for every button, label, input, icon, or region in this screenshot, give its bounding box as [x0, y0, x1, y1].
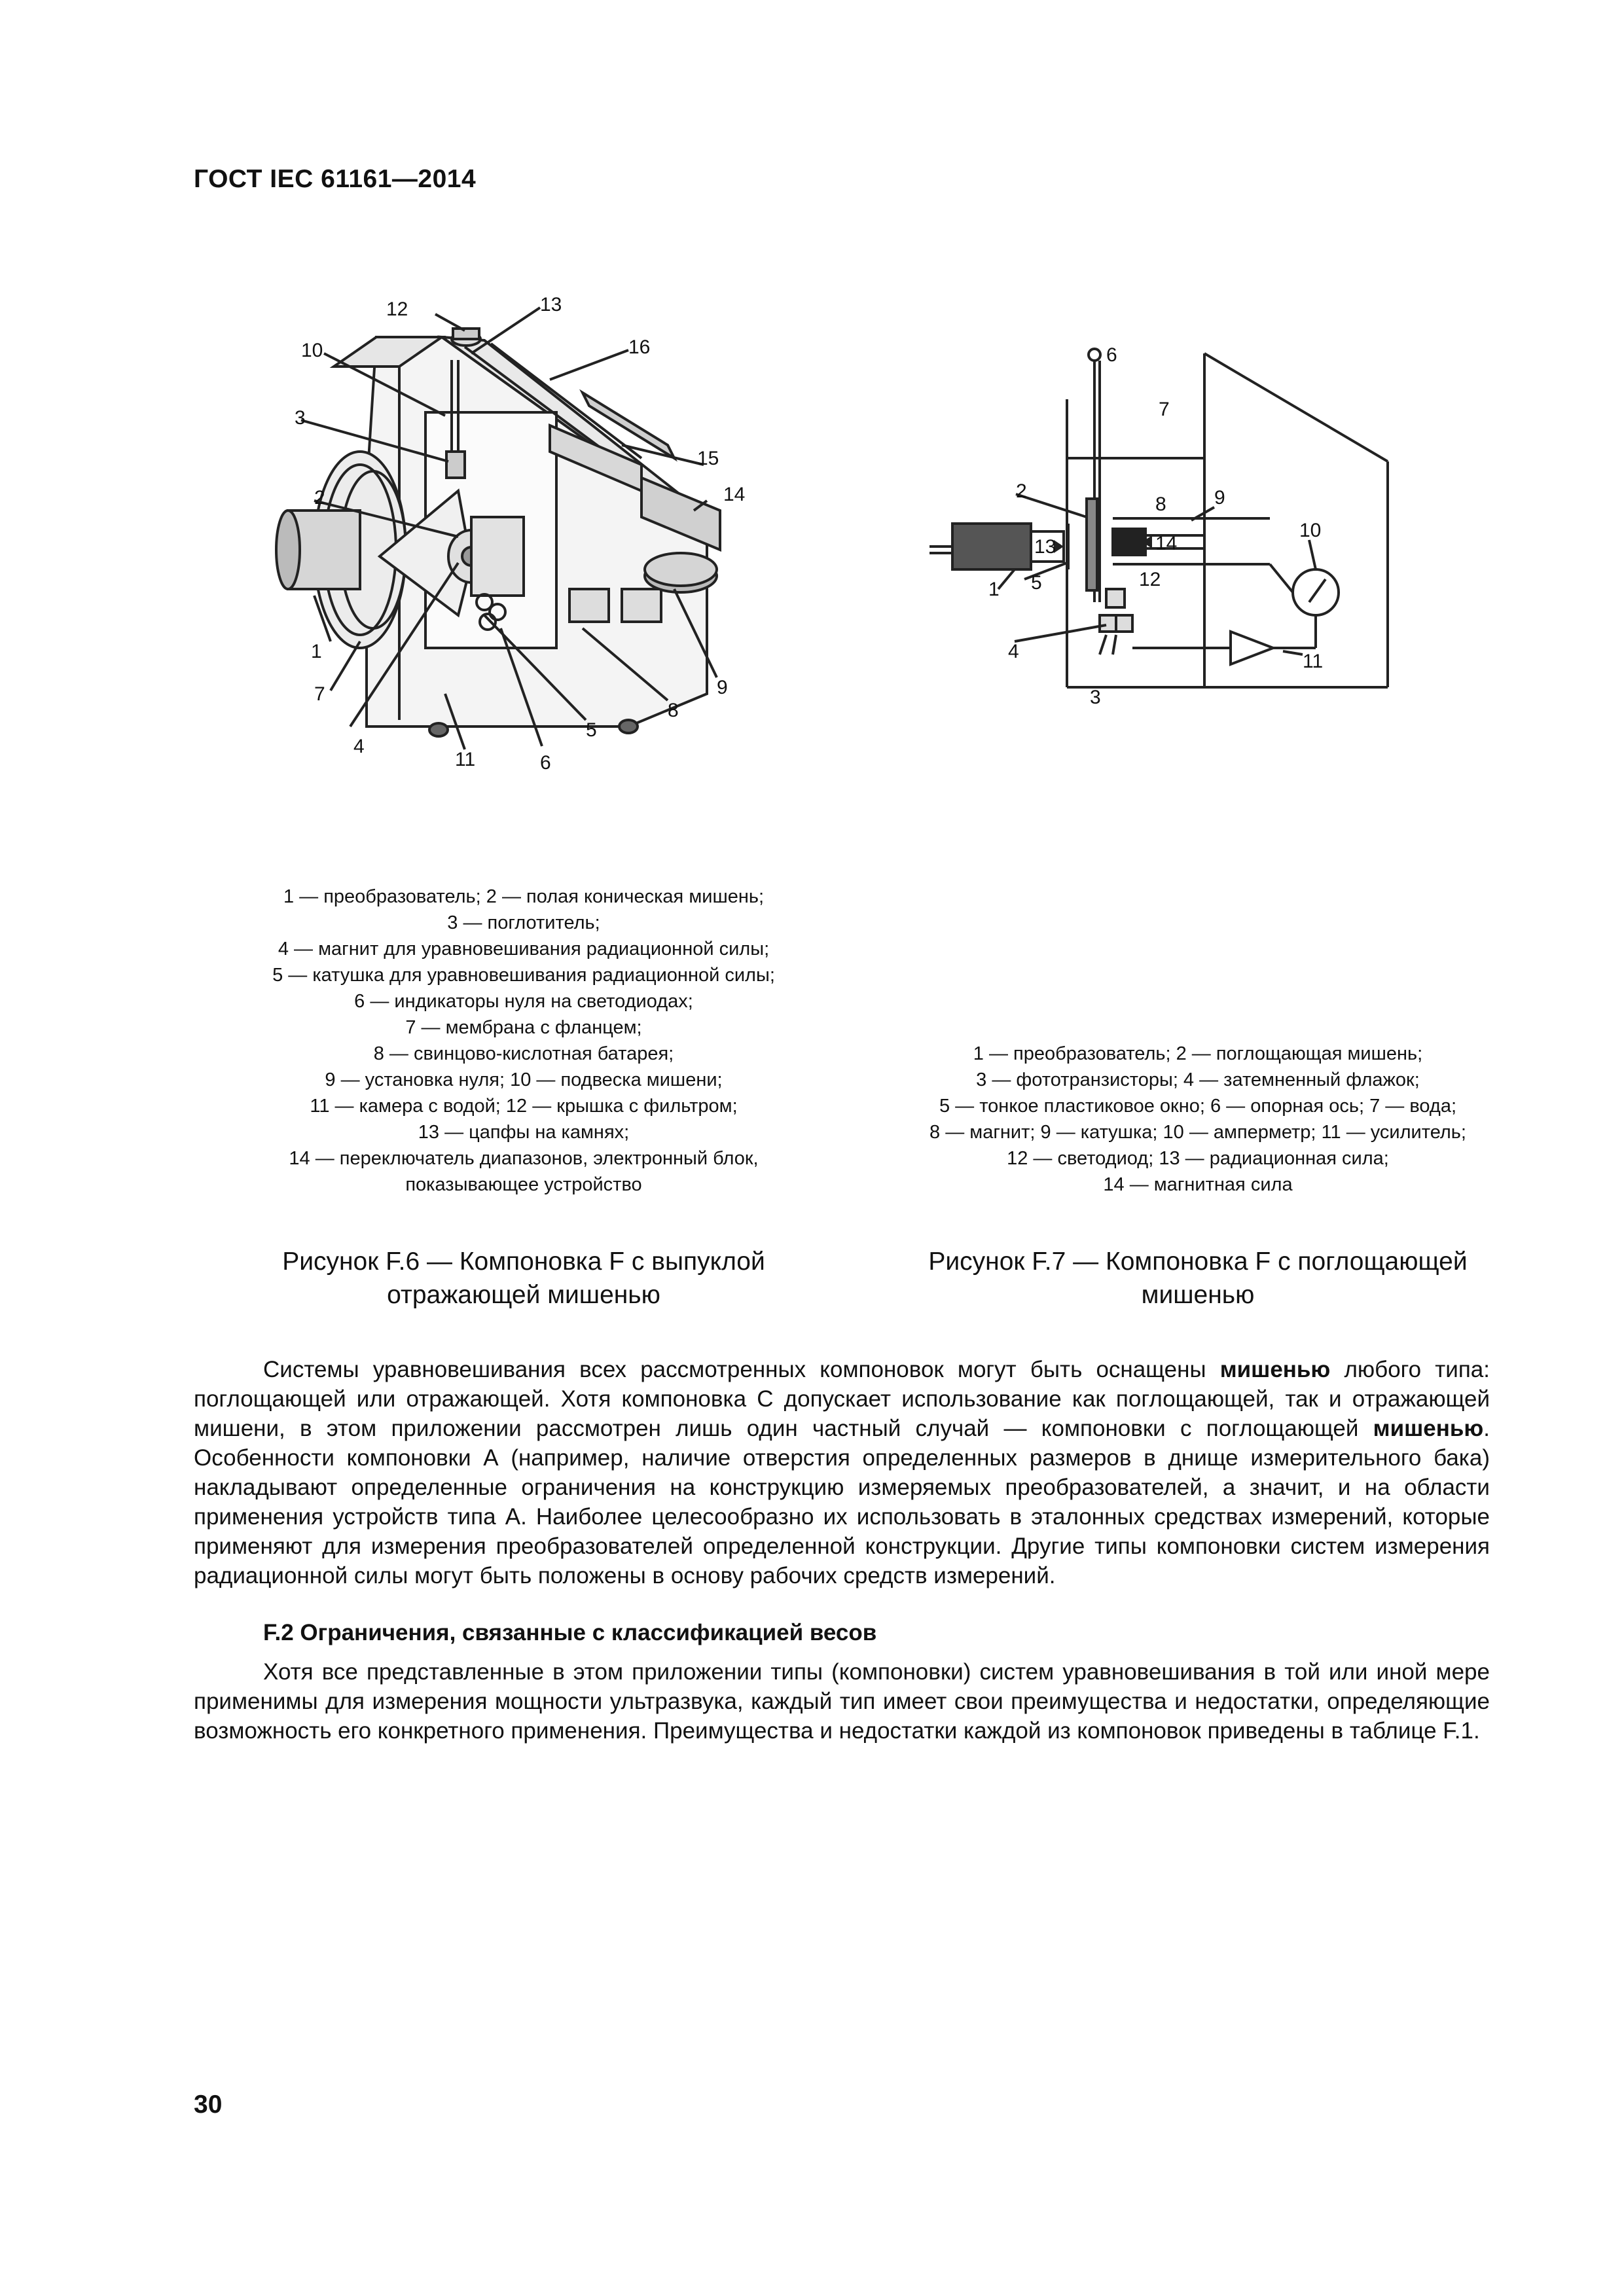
fig6-callout-10: 10 [301, 340, 323, 361]
fig7-callout-13: 13 [1034, 536, 1056, 558]
bold-term: мишенью [1219, 1357, 1331, 1382]
fig7-callout-10: 10 [1299, 520, 1322, 541]
fig7-callout-12: 12 [1139, 569, 1161, 590]
legend-line: 1 — преобразователь; 2 — полая коническая мишень; [283, 886, 765, 907]
body-paragraph-1 [194, 1355, 1490, 1590]
fig6-callout-14: 14 [723, 484, 746, 505]
figure-f6-drawing [275, 275, 799, 798]
figure-f6-caption [196, 1245, 851, 1312]
fig7-callout-8: 8 [1155, 493, 1166, 515]
fig6-callout-12: 12 [386, 298, 408, 320]
fig7-callout-9: 9 [1214, 487, 1225, 509]
fig7-callout-14: 14 [1155, 533, 1178, 554]
figure-f7-drawing [916, 327, 1427, 720]
fig7-callout-4: 4 [1008, 641, 1019, 662]
legend-line: показывающее устройство [405, 1174, 642, 1195]
fig6-callout-15: 15 [697, 448, 719, 469]
legend-line: 12 — светодиод; 13 — радиационная сила; [1007, 1148, 1389, 1169]
paragraph-text: Системы уравновешивания всех рассмотренных компоновок могут быть оснащены [263, 1357, 1220, 1382]
figure-f7-legend [851, 1041, 1545, 1198]
fig7-callout-3: 3 [1090, 687, 1101, 708]
paragraph-text: любого типа: поглощающей или отражающей. Хотя компоновка С допускает использование как поглощающей, так и отражающей мишени, в этом приложении рассмотрен лишь один частный случай — компоновки с поглощающей [194, 1357, 1490, 1441]
fig7-callout-1: 1 [988, 579, 1000, 600]
legend-line: 7 — мембрана с фланцем; [405, 1017, 642, 1038]
fig6-callout-9: 9 [717, 677, 728, 698]
fig6-callout-13: 13 [540, 294, 562, 315]
legend-line: 5 — тонкое пластиковое окно; 6 — опорная ось; 7 — вода; [939, 1096, 1457, 1117]
fig6-callout-11: 11 [455, 749, 476, 770]
fig6-callout-2: 2 [314, 487, 325, 509]
legend-line: 3 — поглотитель; [447, 912, 600, 933]
page-number: 30 [194, 2090, 223, 2119]
fig6-callout-1: 1 [311, 641, 322, 662]
fig6-callout-8: 8 [668, 700, 679, 721]
fig6-callout-4: 4 [353, 736, 365, 757]
fig6-callout-3: 3 [295, 407, 306, 429]
caption-line: мишенью [1141, 1281, 1255, 1309]
document-header: ГОСТ IEC 61161—2014 [194, 165, 477, 193]
section-heading: F.2 Ограничения, связанные с классификацией весов [263, 1620, 877, 1645]
paragraph-text: . Особенности компоновки А (например, наличие отверстия определенных размеров в днище измерительного бака) накладывают определенные ограничения на конструкцию измеряемых преобразователей, а значит, и на области применения устройств типа А. Наиболее целесообразно их использовать в эталонных средствах измерений, которые применяют для измерения преобразователей определенной конструкции. Другие типы компоновки систем измерения радиационной силы могут быть положены в основу рабочих средств измерений. [194, 1416, 1490, 1588]
fig7-callout-6: 6 [1106, 344, 1117, 366]
figure-f7-caption [851, 1245, 1545, 1312]
legend-line: 9 — установка нуля; 10 — подвеска мишени; [325, 1069, 723, 1090]
caption-line: Рисунок F.7 — Компоновка F с поглощающей [928, 1247, 1468, 1276]
figure-f6-legend [196, 884, 851, 1198]
legend-line: 1 — преобразователь; 2 — поглощающая мишень; [973, 1043, 1423, 1064]
caption-line: отражающей мишенью [387, 1281, 660, 1309]
legend-line: 4 — магнит для уравновешивания радиационной силы; [278, 939, 770, 960]
fig7-callout-11: 11 [1303, 651, 1324, 672]
legend-line: 5 — катушка для уравновешивания радиационной силы; [272, 965, 775, 986]
legend-line: 8 — магнит; 9 — катушка; 10 — амперметр; 11 — усилитель; [929, 1122, 1466, 1143]
fig6-callout-7: 7 [314, 683, 325, 705]
fig7-callout-7: 7 [1159, 399, 1170, 420]
caption-line: Рисунок F.6 — Компоновка F с выпуклой [282, 1247, 765, 1276]
fig7-callout-5: 5 [1031, 572, 1042, 594]
fig6-callout-6: 6 [540, 752, 551, 774]
legend-line: 13 — цапфы на камнях; [418, 1122, 630, 1143]
legend-line: 14 — магнитная сила [1103, 1174, 1293, 1195]
legend-line: 6 — индикаторы нуля на светодиодах; [354, 991, 693, 1012]
fig6-callout-16: 16 [628, 336, 651, 358]
fig6-callout-5: 5 [586, 719, 597, 741]
legend-line: 8 — свинцово-кислотная батарея; [373, 1043, 674, 1064]
body-paragraph-2 [194, 1657, 1490, 1746]
legend-line: 14 — переключатель диапазонов, электронный блок, [289, 1148, 759, 1169]
fig7-callout-2: 2 [1016, 480, 1027, 502]
bold-term: мишенью [1373, 1416, 1484, 1441]
legend-line: 3 — фототранзисторы; 4 — затемненный флажок; [976, 1069, 1420, 1090]
paragraph-text: Хотя все представленные в этом приложении типы (компоновки) систем уравновешивания в той или иной мере применимы для измерения мощности ультразвука, каждый тип имеет свои преимущества и недостатки, определяющие возможность его конкретного применения. Преимущества и недостатки каждой из компоновок приведены в таблице F.1. [194, 1659, 1490, 1744]
legend-line: 11 — камера с водой; 12 — крышка с фильтром; [310, 1096, 738, 1117]
